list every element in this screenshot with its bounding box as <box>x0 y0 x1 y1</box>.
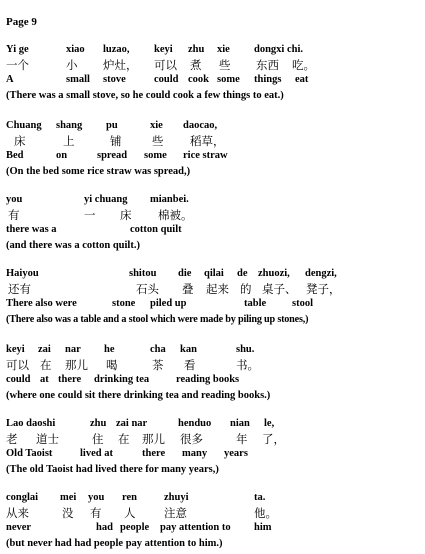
gloss-word: drinking tea <box>94 374 150 385</box>
hanzi-word: 起来 <box>206 282 229 296</box>
hanzi-word: 小 <box>66 58 78 72</box>
gloss-line <box>0 224 425 237</box>
hanzi-word: 在 <box>118 432 130 446</box>
hanzi-word: 年 <box>236 432 248 446</box>
pinyin-word: zhu <box>188 44 205 55</box>
hanzi-word: 很多 <box>180 432 203 446</box>
gloss-word: Old Taoist <box>6 448 53 459</box>
translation-text: (and there was a cotton quilt.) <box>6 240 140 251</box>
gloss-word: on <box>56 150 68 161</box>
gloss-word: there was a <box>6 224 57 235</box>
hanzi-word: 道士 <box>36 432 59 446</box>
pinyin-word: luzao, <box>103 44 130 55</box>
hanzi-word: 可以 <box>6 358 29 372</box>
hanzi-word: 凳子， <box>306 282 341 296</box>
translation-text: (The old Taoist had lived there for many years,) <box>6 464 219 475</box>
pinyin-word: keyi <box>154 44 173 55</box>
pinyin-word: dengzi, <box>305 268 337 279</box>
hanzi-word: 桌子、 <box>262 282 297 296</box>
hanzi-word: 床 <box>120 208 132 222</box>
pinyin-word: shitou <box>129 268 157 279</box>
gloss-word: reading books <box>176 374 240 385</box>
translation-line <box>0 538 425 551</box>
translation-text: (There also was a table and a stool which were made by piling up stones,) <box>6 314 309 325</box>
pinyin-word: ta. <box>254 492 266 503</box>
pinyin-word: shang <box>56 120 83 131</box>
pinyin-word: Haiyou <box>6 268 39 279</box>
translation-text: (There was a small stove, so he could cook a few things to eat.) <box>6 90 284 101</box>
hanzi-word: 从来 <box>6 506 29 520</box>
pinyin-line <box>0 492 425 505</box>
translation-text: (but never had had people pay attention to him.) <box>6 538 223 549</box>
pinyin-line <box>0 268 425 281</box>
gloss-word: could <box>154 74 179 85</box>
gloss-word: piled up <box>150 298 187 309</box>
gloss-word: people <box>120 522 150 533</box>
hanzi-line <box>0 135 425 148</box>
hanzi-word: 住 <box>92 432 104 446</box>
pinyin-word: you <box>6 194 23 205</box>
pinyin-word: nar <box>65 344 81 355</box>
hanzi-word: 东西 <box>256 58 279 72</box>
pinyin-word: xiao <box>66 44 85 55</box>
translation-text: (where one could sit there drinking tea and reading books.) <box>6 390 271 401</box>
pinyin-word: daocao, <box>183 120 218 131</box>
hanzi-line <box>0 507 425 520</box>
pinyin-word: henduo <box>178 418 212 429</box>
hanzi-word: 的 <box>240 282 252 296</box>
pinyin-line <box>0 44 425 57</box>
hanzi-word: 炉灶， <box>103 58 138 72</box>
hanzi-word: 还有 <box>8 282 31 296</box>
gloss-word: at <box>40 374 49 385</box>
pinyin-word: you <box>88 492 105 503</box>
hanzi-word: 叠 <box>182 282 194 296</box>
gloss-word: eat <box>295 74 309 85</box>
pinyin-word: dongxi chi. <box>254 44 304 55</box>
gloss-word: there <box>142 448 166 459</box>
pinyin-word: qilai <box>204 268 224 279</box>
gloss-line <box>0 448 425 461</box>
pinyin-word: zai nar <box>116 418 148 429</box>
gloss-word: pay attention to <box>160 522 231 533</box>
hanzi-word: 可以 <box>154 58 177 72</box>
hanzi-word: 些 <box>219 58 231 72</box>
pinyin-word: Chuang <box>6 120 42 131</box>
hanzi-word: 煮 <box>190 58 202 72</box>
pinyin-word: zhu <box>90 418 107 429</box>
pinyin-word: he <box>104 344 115 355</box>
gloss-word: A <box>6 74 14 85</box>
gloss-word: stone <box>112 298 136 309</box>
pinyin-line <box>0 120 425 133</box>
gloss-word: many <box>182 448 208 459</box>
gloss-word: There also were <box>6 298 77 309</box>
gloss-word: lived at <box>80 448 113 459</box>
pinyin-line <box>0 194 425 207</box>
pinyin-word: keyi <box>6 344 25 355</box>
pinyin-word: ren <box>122 492 137 503</box>
pinyin-word: xie <box>150 120 163 131</box>
hanzi-word: 那儿 <box>142 432 165 446</box>
hanzi-word: 一 <box>84 208 96 222</box>
gloss-word: could <box>6 374 31 385</box>
hanzi-line <box>0 433 425 446</box>
hanzi-word: 注意 <box>164 506 187 520</box>
gloss-line <box>0 374 425 387</box>
pinyin-word: xie <box>217 44 230 55</box>
gloss-word: years <box>224 448 248 459</box>
hanzi-word: 在 <box>40 358 52 372</box>
hanzi-line <box>0 359 425 372</box>
hanzi-word: 吃。 <box>292 58 315 72</box>
gloss-word: things <box>254 74 282 85</box>
hanzi-word: 床 <box>14 134 26 148</box>
hanzi-word: 有 <box>8 208 20 222</box>
pinyin-word: conglai <box>6 492 39 503</box>
gloss-line <box>0 522 425 535</box>
hanzi-word: 那儿 <box>65 358 88 372</box>
hanzi-word: 喝 <box>106 358 118 372</box>
hanzi-word: 没 <box>62 506 74 520</box>
pinyin-word: shu. <box>236 344 255 355</box>
gloss-word: stove <box>103 74 126 85</box>
gloss-word: some <box>144 150 167 161</box>
hanzi-word: 上 <box>63 134 75 148</box>
pinyin-word: zhuozi, <box>258 268 290 279</box>
hanzi-word: 有 <box>90 506 102 520</box>
hanzi-word: 铺 <box>110 134 122 148</box>
gloss-word: him <box>254 522 272 533</box>
translation-text: (On the bed some rice straw was spread,) <box>6 166 191 177</box>
gloss-word: spread <box>97 150 128 161</box>
pinyin-word: Yi ge <box>6 44 29 55</box>
hanzi-word: 了， <box>262 432 285 446</box>
pinyin-word: de <box>237 268 248 279</box>
translation-line <box>0 166 425 179</box>
hanzi-line <box>0 59 425 72</box>
hanzi-word: 稻草， <box>190 134 225 148</box>
pinyin-word: le, <box>264 418 275 429</box>
gloss-word: Bed <box>6 150 24 161</box>
pinyin-word: yi chuang <box>84 194 128 205</box>
pinyin-word: mei <box>60 492 77 503</box>
gloss-word: table <box>244 298 267 309</box>
translation-line <box>0 390 425 403</box>
gloss-word: stool <box>292 298 313 309</box>
gloss-word: cotton quilt <box>130 224 182 235</box>
pinyin-word: nian <box>230 418 250 429</box>
hanzi-word: 老 <box>6 432 18 446</box>
gloss-word: some <box>217 74 240 85</box>
gloss-word: had <box>96 522 113 533</box>
hanzi-word: 石头 <box>136 282 159 296</box>
hanzi-word: 茶 <box>152 358 164 372</box>
pinyin-word: zhuyi <box>164 492 189 503</box>
gloss-word: small <box>66 74 90 85</box>
hanzi-word: 一个 <box>6 58 29 72</box>
translation-line <box>0 464 425 477</box>
hanzi-word: 棉被。 <box>158 208 193 222</box>
pinyin-word: die <box>178 268 192 279</box>
pinyin-word: mianbei. <box>150 194 189 205</box>
hanzi-word: 书。 <box>236 358 259 372</box>
hanzi-line <box>0 209 425 222</box>
pinyin-word: cha <box>150 344 166 355</box>
translation-line <box>0 314 425 327</box>
pinyin-line <box>0 418 425 431</box>
hanzi-line <box>0 283 425 296</box>
gloss-word: there <box>58 374 82 385</box>
gloss-line <box>0 74 425 87</box>
gloss-word: cook <box>188 74 209 85</box>
translation-line <box>0 90 425 103</box>
pinyin-word: pu <box>106 120 118 131</box>
pinyin-word: kan <box>180 344 197 355</box>
hanzi-word: 些 <box>152 134 164 148</box>
hanzi-word: 人 <box>124 506 136 520</box>
pinyin-word: zai <box>38 344 51 355</box>
hanzi-word: 他。 <box>254 506 277 520</box>
translation-line <box>0 240 425 253</box>
pinyin-word: Lao daoshi <box>6 418 56 429</box>
pinyin-line <box>0 344 425 357</box>
gloss-word: rice straw <box>183 150 228 161</box>
page-number: Page 9 <box>6 16 37 28</box>
gloss-line <box>0 150 425 163</box>
hanzi-word: 看 <box>184 358 196 372</box>
gloss-word: never <box>6 522 32 533</box>
gloss-line <box>0 298 425 311</box>
